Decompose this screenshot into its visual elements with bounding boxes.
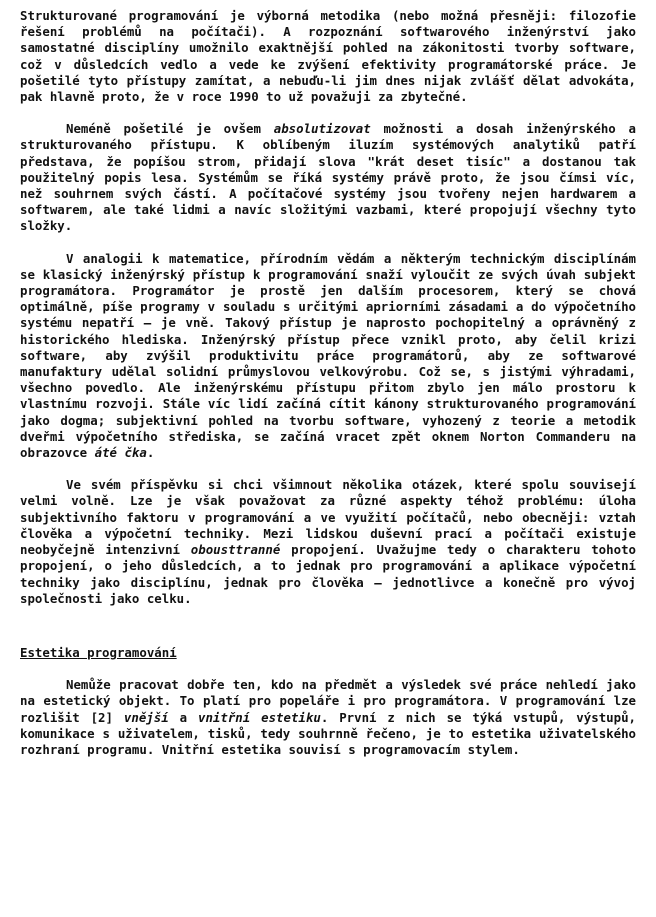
paragraph-aesthetics	[20, 677, 636, 758]
text-run: Ve svém příspěvku si chci všimnout několika otázek, které spolu souvisejí velmi volně. Lze je však považovat za různé aspekty téhož problému: úloha subjektivního faktoru v programování a ve využití počítačů, nebo obecněji: vztah člověka a výpočetní techniky. Mezi lidskou duševní prací a počítači existuje neobyčejně intenzivní	[20, 477, 636, 558]
text-run: propojení. Uvažujme tedy o charakteru tohoto propojení, o jeho důsledcích, a to jednak pro programování a aplikace výpočetní techniky jako disciplínu, jednak pro člověka – jednotlivce a konečně pro vývoj společnosti jako celku.	[20, 542, 636, 606]
text-run: a	[168, 709, 198, 725]
text-run: Nemůže pracovat dobře ten, kdo na předmět a výsledek své práce nehledí jako na estetický objekt. To platí pro popeláře i pro programátora. V programování lze rozlišit [2]	[20, 677, 636, 725]
emphasis-text: áté čka	[94, 445, 147, 461]
emphasis-text: vnější	[123, 709, 169, 725]
emphasis-text: vnitřní estetiku	[197, 709, 321, 725]
paragraph-contribution	[20, 477, 636, 607]
emphasis-text: absolutizovat	[273, 121, 371, 137]
paragraph-analogy	[20, 251, 636, 462]
text-run: možnosti a dosah inženýrského a strukturovaného přístupu. K oblíbeným iluzím systémových analytiků patří představa, že popíšou strom, přidají slova "krát deset tisíc" a dostanou tak použitelný popis lesa. Systémům se říká systémy právě proto, že jsou čímsi víc, než souhrnem svých částí. A počítačové systémy jsou tvořeny nejen hardwarem a softwarem, ale také lidmi a navíc složitými vazbami, které propojují všechny tyto složky.	[20, 121, 637, 234]
text-run: . První z nich se týká vstupů, výstupů, komunikace s uživatelem, tisků, tedy souhrnně řečeno, je to estetika uživatelského rozhraní programu. Vnitřní estetika souvisí s programovacím stylem.	[20, 709, 636, 757]
section-heading: Estetika programování	[20, 644, 177, 660]
emphasis-text: obousttranné	[190, 542, 281, 558]
document-page	[20, 8, 636, 758]
paragraph-absolutize	[20, 121, 636, 234]
text-run: .	[146, 445, 155, 461]
text-run: V analogii k matematice, přírodním vědám a některým technickým disciplínám se klasický inženýrský přístup k programování snaží vyloučit ze svých úvah subjekt programátora. Programátor je prostě jen dalším procesorem, který se chová optimálně, píše programy v souladu s určitými apriorními zásadami a do výpočetního systému nepatří – je vně. Takový přístup je naprosto pochopitelný a oprávněný z historického hlediska. Inženýrský přístup přece vznikl proto, aby čelil krizi software, aby zvýšil produktivitu práce programátorů, aby ze softwarové manufaktury udělal solidní průmyslovou velkovýrobu. Což se, s jistými výhradami, všechno povedlo. Ale inženýrskému přístupu přitom zbylo jen málo prostoru k vlastnímu rozvoji. Stále víc lidí začíná cítit kánony strukturovaného programování jako dogma; subjektivní pohled na tvorbu software, vyhozený z teorie a metodik dveřmi výpočetního střediska, se začíná vracet zpět oknem Norton Commanderu na obrazovce	[20, 250, 636, 461]
paragraph-intro: Strukturované programování je výborná metodika (nebo možná přesněji: filozofie řešení problémů na počítači). A rozpoznání softwarového inženýrství jako samostatné disciplíny umožnilo exaktnější pohled na zákonitosti tvorby software, což v důsledcích vedlo a vede ke zvýšení efektivity programátorské práce. Je pošetilé tyto přístupy zamítat, a nebuďu-li jim dnes nijak zvlášť dělat advokáta, pak hlavně proto, že v roce 1990 to už považuji za zbytečné.	[20, 8, 636, 105]
text-run: Neméně pošetilé je ovšem	[66, 121, 274, 137]
